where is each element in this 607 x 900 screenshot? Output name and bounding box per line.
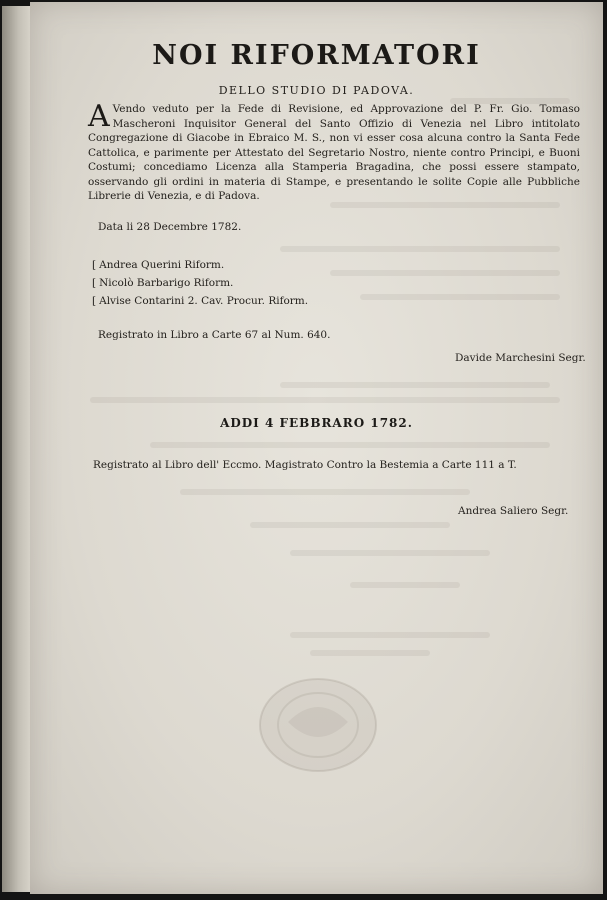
drop-cap: A: [88, 99, 110, 134]
secretary-signature-2: Andrea Saliero Segr.: [458, 505, 569, 517]
paper-edge: [2, 6, 30, 892]
signer-1: [ Andrea Querini Riform.: [92, 256, 308, 274]
registration-note-1: Registrato in Libro a Carte 67 al Num. 640.: [98, 329, 331, 341]
document-page: [30, 2, 603, 894]
signers-list: [92, 256, 308, 310]
document-subtitle: DELLO STUDIO DI PADOVA.: [218, 84, 415, 97]
watermark-seal-icon: [252, 672, 384, 778]
date-line: Data li 28 Decembre 1782.: [98, 221, 242, 233]
signer-3: [ Alvise Contarini 2. Cav. Procur. Riform.: [92, 292, 308, 310]
license-text: Vendo veduto per la Fede di Revisione, ed Approvazione del P. Fr. Gio. Tomaso Mascheroni Inquisitor General del Santo Offizio di Venezia nel Libro intitolato Congregazione di Giacobe in Ebraico M. S., non vi esser cosa alcuna contro la Santa Fede Cattolica, e parimente per Attestato del Segretario Nostro, niente contro Principi, e Buoni Costumi; concediamo Licenza alla Stamperia Bragadina, che possi essere stampato, osservando gli ordini in materia di Stampe, e presentando le solite Copie alle Pubbliche Librerie di Venezia, e di Padova.: [88, 103, 580, 202]
registration-note-2: Registrato al Libro dell' Eccmo. Magistrato Contro la Bestemia a Carte 111 a T.: [93, 459, 517, 471]
signer-2: [ Nicolò Barbarigo Riform.: [92, 274, 308, 292]
secretary-signature-1: Davide Marchesini Segr.: [455, 352, 586, 364]
license-paragraph: [88, 99, 580, 204]
addi-heading: ADDI 4 FEBBRARO 1782.: [220, 416, 413, 430]
document-title: NOI RIFORMATORI: [152, 40, 481, 71]
